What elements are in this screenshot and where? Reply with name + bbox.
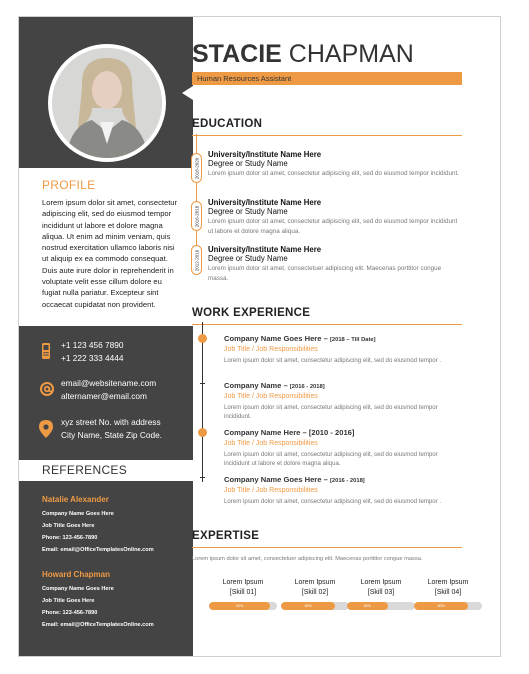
email-primary: email@websitename.com <box>61 378 157 388</box>
work-company: Company Name – [2016 - 2018] <box>224 381 325 390</box>
work-job-title: Job Title / Job Responsibilities <box>224 440 318 447</box>
reference-company: Company Name Goes Here <box>42 586 114 592</box>
phone-primary: +1 123 456 7890 <box>61 340 124 350</box>
reference-email: Email: email@OfficeTemplatesOnline.com <box>42 622 154 628</box>
person-name <box>192 40 414 69</box>
skill-label: [Skill 02] <box>301 588 329 596</box>
education-degree: Degree or Study Name <box>208 207 288 216</box>
reference-job: Job Title Goes Here <box>42 598 95 604</box>
timeline-tick <box>200 383 205 384</box>
left-column <box>19 17 193 656</box>
at-sign-icon <box>39 381 53 397</box>
education-rule <box>192 135 462 136</box>
education-description: Lorem ipsum dolor sit amet, consectetur adipiscing elit, sed do eiusmod tempor incididunt. <box>208 170 459 177</box>
photo-pointer <box>182 86 193 100</box>
profile-photo <box>52 48 162 158</box>
work-experience-title: WORK EXPERIENCE <box>192 307 311 319</box>
skill-bar <box>281 602 349 610</box>
reference-email: Email: email@OfficeTemplatesOnline.com <box>42 547 154 553</box>
skill-bar-fill: 90% <box>209 602 270 610</box>
work-job-title: Job Title / Job Responsibilities <box>224 346 318 353</box>
timeline-tick <box>200 477 205 478</box>
reference-phone: Phone: 123-456-7890 <box>42 610 98 616</box>
job-title: Human Resources Assistant <box>197 74 292 83</box>
expertise-description: Lorem ipsum dolor sit amet, consectetuer adipiscing elit. Maecenas porttitor congue massa. <box>192 556 423 562</box>
profile-text: Lorem ipsum dolor sit amet, consectetur adipiscing elit, sed do eiusmod tempor incididunt ut labore et dolore magna aliqua. Ut enim ad minim veniam, quis nostrud exercitation ullamco laboris nisi ut aliquip ex ea commodo consequat. Duis aute irure dolor in reprehenderit in voluptate velit esse cillum dolore eu fugiat nulla pariatur. Excepteur sint occaecat cupidatat non provident. <box>42 198 178 309</box>
skill-name: Lorem Ipsum <box>294 579 336 586</box>
education-years: 2012-2016 <box>194 249 199 271</box>
email-secondary: alternamer@email.com <box>61 391 147 401</box>
skill-item <box>347 578 415 608</box>
work-job-title: Job Title / Job Responsibilities <box>224 393 318 400</box>
skill-label: [Skill 04] <box>434 588 462 596</box>
skill-bar <box>414 602 482 610</box>
education-degree: Degree or Study Name <box>208 254 288 263</box>
education-institute: University/Institute Name Here <box>208 198 322 207</box>
skill-label: [Skill 03] <box>367 588 395 596</box>
location-pin-icon <box>39 420 53 436</box>
expertise-title: EXPERTISE <box>192 530 260 542</box>
skill-name: Lorem Ipsum <box>222 579 264 586</box>
phone-icon <box>39 343 53 359</box>
education-institute: University/Institute Name Here <box>208 150 322 159</box>
work-timeline <box>202 322 203 482</box>
skill-item <box>414 578 482 608</box>
skill-label: [Skill 01] <box>229 588 257 596</box>
skill-bar <box>347 602 415 610</box>
skill-bar-fill: 80% <box>414 602 468 610</box>
skill-name: Lorem Ipsum <box>427 579 469 586</box>
work-company: Company Name Here – [2010 - 2016] <box>224 428 355 437</box>
address-line-1: xyz street No. with address <box>61 417 161 427</box>
timeline-dot <box>198 428 207 437</box>
contact-panel <box>19 326 193 460</box>
skill-bar-fill: 60% <box>347 602 388 610</box>
work-description: Lorem ipsum dolor sit amet, consectetur adipiscing elit, sed do eiusmod tempor . <box>224 498 442 505</box>
work-description: Lorem ipsum dolor sit amet, consectetur adipiscing elit, sed do eiusmod tempor incididunt. <box>224 404 438 420</box>
work-job-title: Job Title / Job Responsibilities <box>224 487 318 494</box>
phone-secondary: +1 222 333 4444 <box>61 353 124 363</box>
first-name: STACIE <box>192 40 282 68</box>
reference-name: Howard Chapman <box>42 570 111 579</box>
skill-bar <box>209 602 277 610</box>
work-experience-rule <box>192 324 462 325</box>
references-title: REFERENCES <box>42 463 128 477</box>
education-title: EDUCATION <box>192 118 263 130</box>
education-years: 2016-2018 <box>194 205 199 227</box>
work-description: Lorem ipsum dolor sit amet, consectetur adipiscing elit, sed do eiusmod tempor incididunt ut labore et dolore magna aliqua. <box>224 451 438 467</box>
reference-company: Company Name Goes Here <box>42 511 114 517</box>
reference-job: Job Title Goes Here <box>42 523 95 529</box>
address-line-2: City Name, State Zip Code. <box>61 430 162 440</box>
skill-item <box>209 578 277 608</box>
education-years: 2018-2020 <box>194 157 199 179</box>
reference-phone: Phone: 123-456-7890 <box>42 535 98 541</box>
expertise-rule <box>192 547 462 548</box>
timeline-dot <box>198 334 207 343</box>
education-description: Lorem ipsum dolor sit amet, consectetur adipiscing elit, sed do eiusmod tempor incididunt ut labore et dolore magna aliqua. <box>208 218 458 235</box>
skill-item <box>281 578 349 608</box>
skill-name: Lorem Ipsum <box>360 579 402 586</box>
education-institute: University/Institute Name Here <box>208 245 322 254</box>
profile-title: PROFILE <box>42 178 96 192</box>
work-company: Company Name Goes Here – [2018 – Till Date] <box>224 334 376 343</box>
references-panel <box>19 481 193 656</box>
last-name: CHAPMAN <box>288 40 414 68</box>
skill-bar-fill: 80% <box>281 602 335 610</box>
reference-name: Natalie Alexander <box>42 495 109 504</box>
education-degree: Degree or Study Name <box>208 159 288 168</box>
education-description: Lorem ipsum dolor sit amet, consectetuer adipiscing elit. Maecenas porttitor congue massa. <box>208 265 442 282</box>
work-company: Company Name Goes Here – [2016 - 2018] <box>224 475 365 484</box>
work-description: Lorem ipsum dolor sit amet, consectetur adipiscing elit, sed do eiusmod tempor . <box>224 357 442 364</box>
